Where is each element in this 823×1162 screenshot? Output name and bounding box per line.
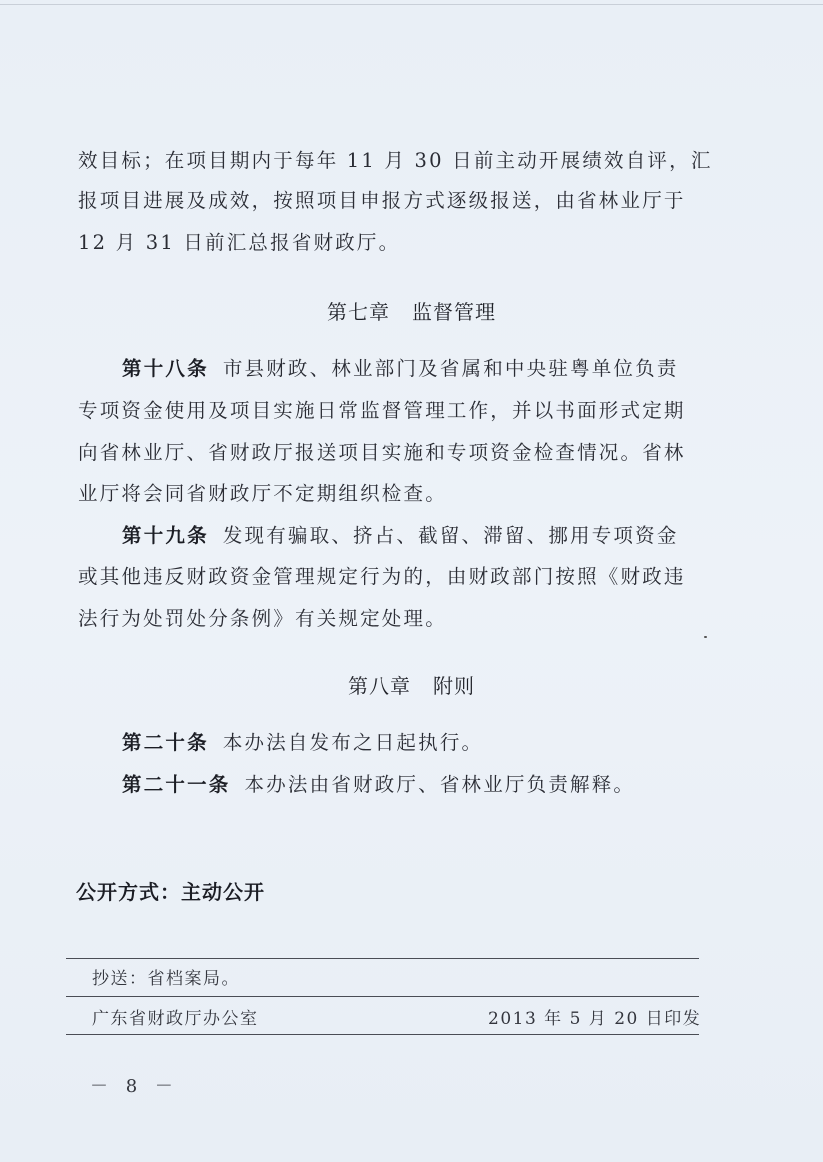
scan-speck — [704, 636, 707, 638]
paragraph-line: 法行为处罚处分条例》有关规定处理。 — [78, 607, 447, 630]
paragraph-line: 效目标；在项目期内于每年 11 月 30 日前主动开展绩效自评，汇 — [78, 149, 713, 172]
chapter-number: 第七章 — [327, 300, 390, 324]
paragraph-line: 向省林业厅、省财政厅报送项目实施和专项资金检查情况。省林 — [78, 441, 686, 464]
paragraph-line: 专项资金使用及项目实施日常监督管理工作，并以书面形式定期 — [78, 399, 686, 422]
chapter-title: 监督管理 — [412, 300, 496, 324]
article-19 — [122, 523, 698, 549]
article-text: 本办法由省财政厅、省林业厅负责解释。 — [244, 773, 636, 796]
article-20 — [122, 730, 698, 756]
paragraph-line: 业厅将会同省财政厅不定期组织检查。 — [78, 482, 447, 505]
article-18 — [122, 356, 698, 382]
article-text: 市县财政、林业部门及省属和中央驻粤单位负责 — [222, 357, 679, 380]
cc-line: 抄送：省档案局。 — [92, 969, 240, 989]
top-edge-line — [0, 4, 823, 5]
paragraph-line: 报项目进展及成效，按照项目申报方式逐级报送，由省林业厅于 — [78, 189, 686, 212]
chapter-number: 第八章 — [348, 674, 411, 698]
chapter-title: 附则 — [433, 674, 475, 698]
footer-rule-bottom — [66, 1034, 699, 1035]
article-text: 发现有骗取、挤占、截留、滞留、挪用专项资金 — [222, 524, 679, 547]
chapter-7-heading — [0, 296, 823, 325]
issuer: 广东省财政厅办公室 — [92, 1009, 259, 1029]
paragraph-line: 或其他违反财政资金管理规定行为的，由财政部门按照《财政违 — [78, 565, 686, 588]
article-label: 第二十一条 — [122, 773, 231, 796]
page-number: － 8 － — [90, 1076, 179, 1097]
article-label: 第二十条 — [122, 731, 209, 754]
footer-rule-middle — [66, 996, 699, 997]
article-text: 本办法自发布之日起执行。 — [222, 731, 484, 754]
footer-rule-top — [66, 958, 699, 959]
article-21 — [122, 772, 698, 798]
chapter-8-heading — [0, 670, 823, 699]
issue-date: 2013 年 5 月 20 日印发 — [488, 1009, 702, 1029]
article-label: 第十八条 — [122, 357, 209, 380]
article-label: 第十九条 — [122, 524, 209, 547]
disclosure-method: 公开方式：主动公开 — [76, 880, 265, 904]
paragraph-line: 12 月 31 日前汇总报省财政厅。 — [78, 231, 401, 254]
